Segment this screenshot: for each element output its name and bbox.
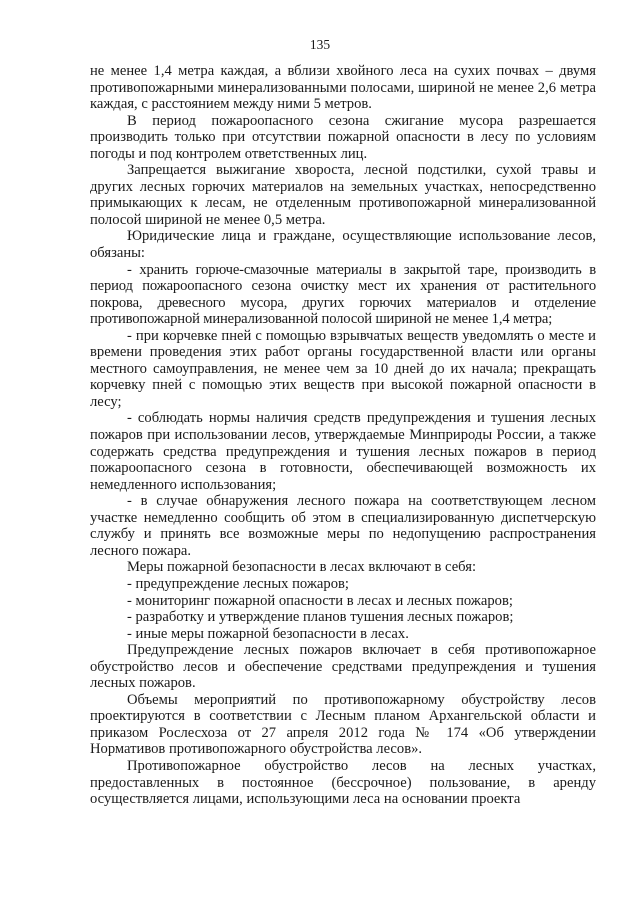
paragraph-waste-burning: В период пожароопасного сезона сжигание мусора разрешается производить только при отсутствии пожарной опасности в лесу по условиям погоды и под контролем ответственных лиц. <box>90 112 596 162</box>
list-item-firefighting-plans: - разработку и утверждение планов тушения лесных пожаров; <box>127 609 514 626</box>
paragraph-safety-measures-intro: Меры пожарной безопасности в лесах включают в себя: <box>127 559 476 576</box>
paragraph-arrangement-responsibility: Противопожарное обустройство лесов на лесных участках, предоставленных в постоянное (бессрочное) пользование, в аренду осуществляется лицами, использующими леса на основании проекта <box>90 757 596 808</box>
paragraph-continuation: не менее 1,4 метра каждая, а вблизи хвойного леса на сухих почвах – двумя противопожарными минерализованными полосами, шириной не менее 2,6 метра каждая, с расстоянием между ними 5 метров. <box>90 63 596 113</box>
list-item-fire-equipment-norms: - соблюдать нормы наличия средств предупреждения и тушения лесных пожаров при использовании лесов, утверждаемые Минприроды России, а также содержать средства предупреждения и тушения лесных пожаров в период пожароопасного сезона в готовности, обеспечивающей возможность их немедленного использования; <box>90 410 596 493</box>
paragraph-burning-prohibition: Запрещается выжигание хвороста, лесной подстилки, сухой травы и других лесных горючих материалов на земельных участках, непосредственно примыкающих к лесам, не отделенным противопожарной минерализованной полосой шириной не менее 0,5 метра. <box>90 162 596 228</box>
list-item-other-measures: - иные меры пожарной безопасности в лесах. <box>127 625 409 642</box>
paragraph-arrangement-volumes: Объемы мероприятий по противопожарному обустройству лесов проектируются в соответствии с Лесным планом Архангельской области и приказом Рослесхоза от 27 апреля 2012 года № 174 «Об утверждении Нормативов противопожарного обустройства лесов». <box>90 691 596 758</box>
page-number: 135 <box>309 37 331 52</box>
list-item-fuel-storage: - хранить горюче-смазочные материалы в закрытой таре, производить в период пожароопасного сезона очистку мест их хранения от растительного покрова, древесного мусора, других горючих материалов и отделение противопожарной минерализованной полосой шириной не менее 1,4 метра; <box>90 261 596 328</box>
paragraph-obligations-intro: Юридические лица и граждане, осуществляющие использование лесов, обязаны: <box>90 228 596 262</box>
list-item-fire-detection: - в случае обнаружения лесного пожара на соответствующем лесном участке немедленно сообщить об этом в специализированную диспетчерскую службу и принять все возможные меры по недопущению распространения лесного пожара. <box>90 493 596 559</box>
list-item-fire-prevention: - предупреждение лесных пожаров; <box>127 575 349 592</box>
document-body <box>90 63 596 808</box>
list-item-stump-removal: - при корчевке пней с помощью взрывчатых веществ уведомлять о месте и времени проведения этих работ органы государственной власти или органы местного самоуправления, не менее чем за 10 дней до их начала; прекращать корчевку пней с помощью этих веществ при высокой пожарной опасности в лесу; <box>90 327 596 410</box>
paragraph-prevention-definition: Предупреждение лесных пожаров включает в себя противопожарное обустройство лесов и обеспечение средствами предупреждения и тушения лесных пожаров. <box>90 642 596 692</box>
list-item-fire-monitoring: - мониторинг пожарной опасности в лесах и лесных пожаров; <box>127 592 513 609</box>
